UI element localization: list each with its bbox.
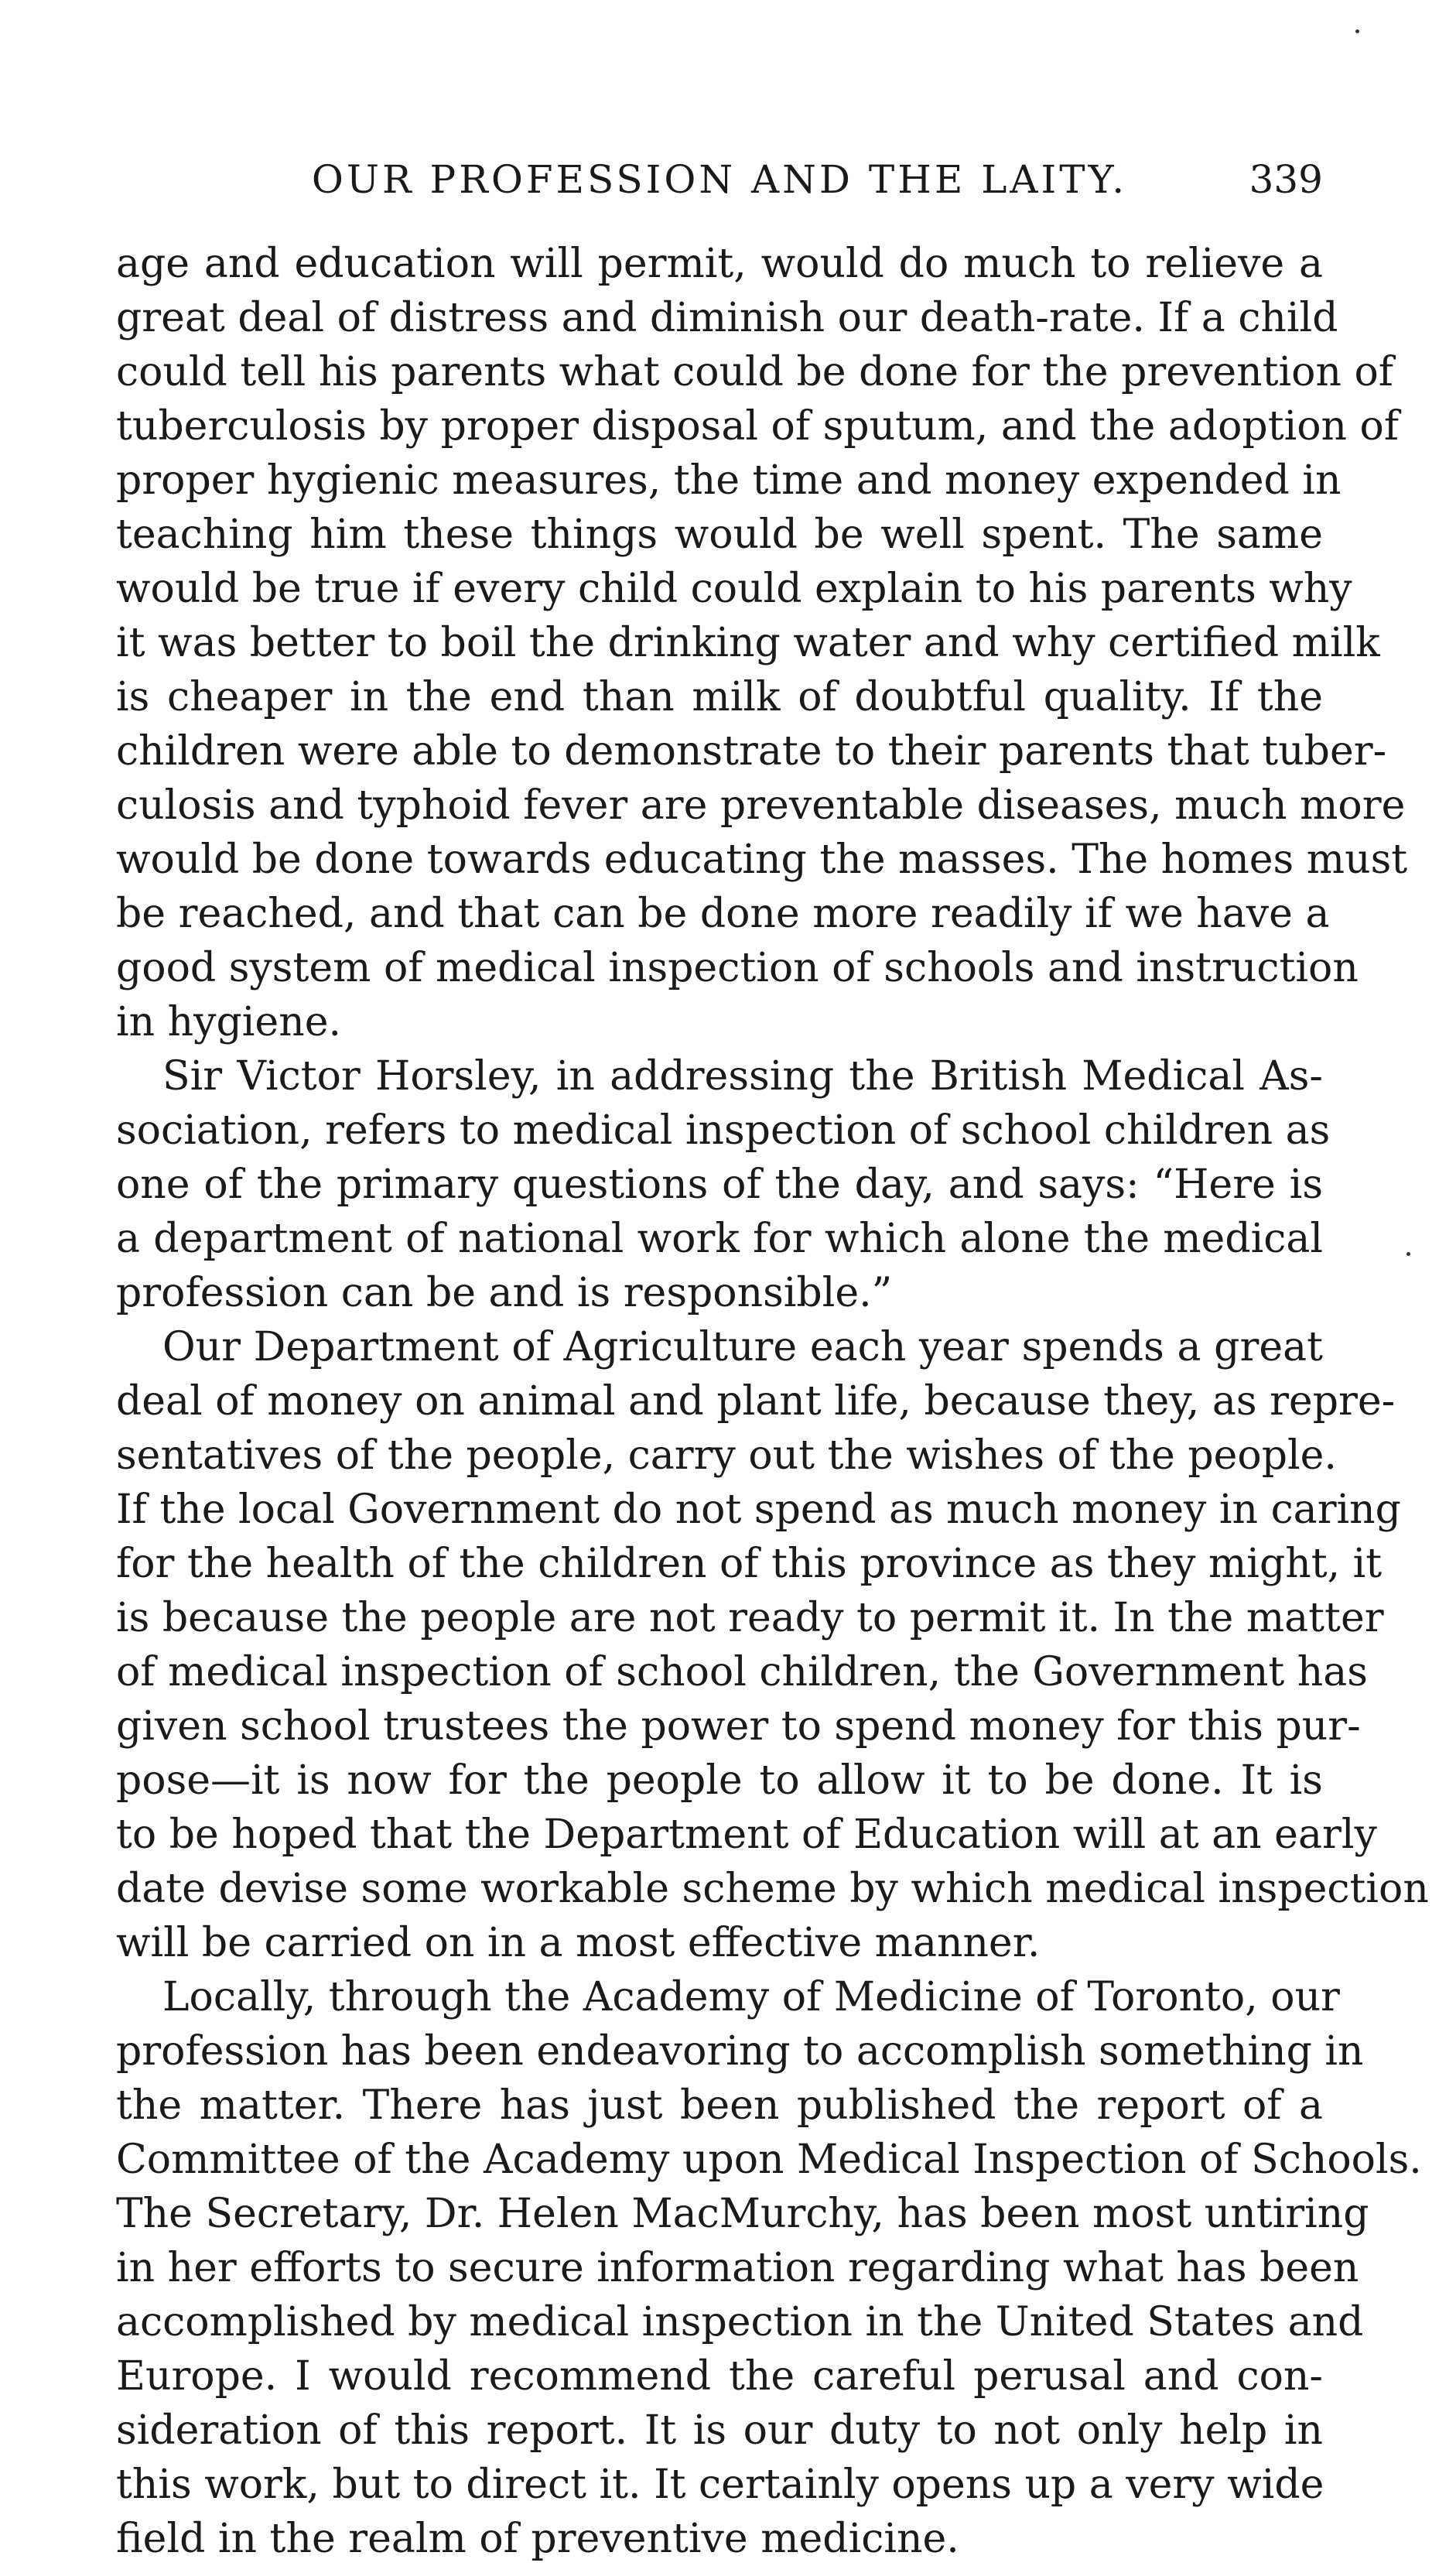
text-line: is cheaper in the end than milk of doubtful quality. If the: [116, 674, 1323, 720]
print-speck: [1355, 29, 1359, 33]
text-line: culosis and typhoid fever are preventable diseases, much more: [116, 782, 1406, 829]
text-line: great deal of distress and diminish our death-rate. If a child: [116, 295, 1338, 341]
paragraph-3: [116, 1320, 1429, 1970]
text-line: would be true if every child could explain to his parents why: [116, 566, 1352, 612]
text-line: Locally, through the Academy of Medicine of Toronto, our: [162, 1974, 1340, 2020]
text-line: sideration of this report. It is our duty to not only help in: [116, 2407, 1323, 2454]
text-line: it was better to boil the drinking water and why certified milk: [116, 620, 1380, 666]
print-speck: [1406, 1252, 1410, 1256]
text-line: children were able to demonstrate to their parents that tuber-: [116, 728, 1387, 775]
page-number: 339: [1249, 157, 1323, 202]
text-line: profession has been endeavoring to accomplish something in: [116, 2028, 1364, 2075]
running-head: [116, 149, 1323, 210]
text-line: could tell his parents what could be done for the prevention of: [116, 349, 1394, 395]
text-line: of medical inspection of school children, the Government has: [116, 1649, 1368, 1695]
text-line: given school trustees the power to spend money for this pur-: [116, 1703, 1361, 1750]
text-line: Committee of the Academy upon Medical Inspection of Schools.: [116, 2137, 1422, 2183]
text-line: If the local Government do not spend as much money in caring: [116, 1487, 1401, 1533]
text-line: in her efforts to secure information regarding what has been: [116, 2245, 1359, 2291]
text-line: profession can be and is responsible.”: [116, 1270, 893, 1316]
text-line: teaching him these things would be well spent. The same: [116, 511, 1323, 558]
paragraph-1: [116, 237, 1408, 1049]
text-line: sociation, refers to medical inspection of school children as: [116, 1107, 1331, 1154]
body-text: [116, 237, 1429, 2566]
text-line: Europe. I would recommend the careful perusal and con-: [116, 2353, 1323, 2400]
paragraph-4: [116, 1970, 1422, 2566]
text-line: Our Department of Agriculture each year spends a great: [162, 1324, 1323, 1370]
text-line: be reached, and that can be done more readily if we have a: [116, 891, 1330, 937]
text-line: proper hygienic measures, the time and money expended in: [116, 457, 1342, 504]
text-line: age and education will permit, would do much to relieve a: [116, 241, 1323, 287]
text-line: to be hoped that the Department of Education will at an early: [116, 1812, 1377, 1858]
text-line: Sir Victor Horsley, in addressing the British Medical As-: [162, 1053, 1323, 1100]
text-line: field in the realm of preventive medicine.: [116, 2516, 959, 2562]
text-line: sentatives of the people, carry out the wishes of the people.: [116, 1432, 1337, 1479]
running-title: OUR PROFESSION AND THE LAITY.: [311, 157, 1128, 202]
text-line: one of the primary questions of the day, and says: “Here is: [116, 1162, 1323, 1208]
text-line: a department of national work for which alone the medical: [116, 1216, 1323, 1262]
text-line: will be carried on in a most effective manner.: [116, 1920, 1041, 1966]
text-line: good system of medical inspection of schools and instruction: [116, 945, 1359, 991]
text-line: this work, but to direct it. It certainly opens up a very wide: [116, 2462, 1324, 2508]
text-line: is because the people are not ready to permit it. In the matter: [116, 1595, 1384, 1641]
text-line: date devise some workable scheme by which medical inspection: [116, 1866, 1429, 1912]
text-line: would be done towards educating the masses. The homes must: [116, 837, 1408, 883]
text-line: in hygiene.: [116, 999, 342, 1045]
text-line: for the health of the children of this province as they might, it: [116, 1541, 1383, 1587]
text-line: the matter. There has just been published the report of a: [116, 2082, 1323, 2129]
paragraph-2: [116, 1049, 1331, 1320]
text-line: accomplished by medical inspection in the United States and: [116, 2299, 1364, 2345]
text-line: pose—it is now for the people to allow it to be done. It is: [116, 1757, 1323, 1804]
text-line: The Secretary, Dr. Helen MacMurchy, has been most untiring: [116, 2191, 1369, 2237]
text-line: deal of money on animal and plant life, because they, as repre-: [116, 1378, 1396, 1425]
text-line: tuberculosis by proper disposal of sputum, and the adoption of: [116, 403, 1400, 450]
